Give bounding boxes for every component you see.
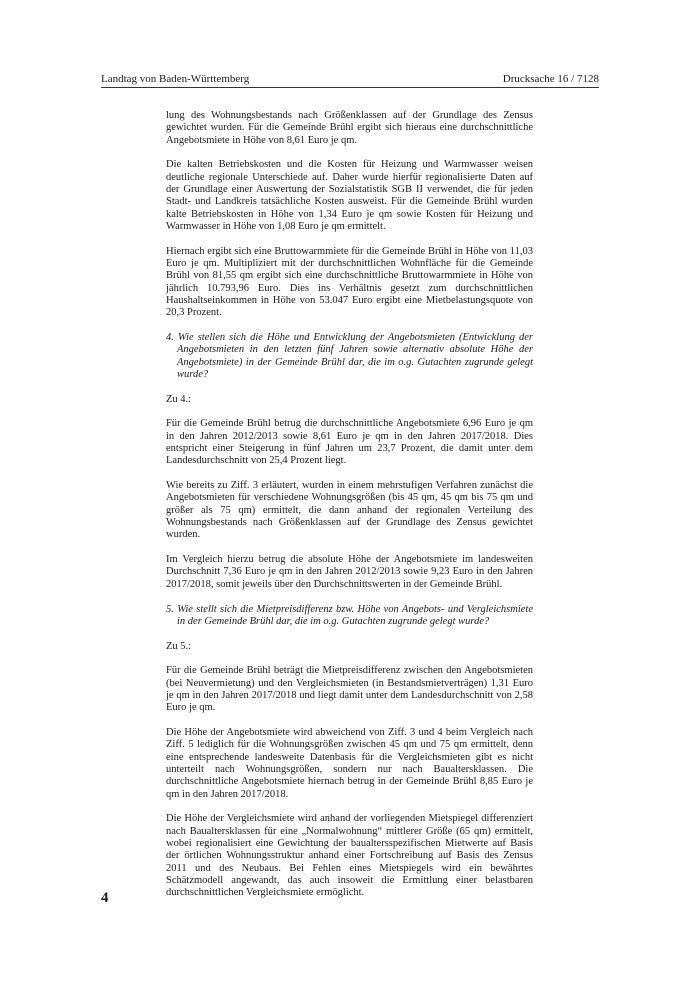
answer-5-paragraph-1: Für die Gemeinde Brühl beträgt die Mietpreisdifferenz zwischen den Angebotsmieten (bei Neuvermietung) und den Vergleichsmieten (in Bestandsmietverträgen) 1,31 Euro je qm in den Jahren 2017/2018 und liegt damit unter dem Landesdurchschnitt von 2,58 Euro je qm. <box>166 665 533 714</box>
paragraph-gross-warm-rent: Hiernach ergibt sich eine Bruttowarmmiete für die Gemeinde Brühl in Höhe von 11,03 Euro je qm. Multipliziert mit der durchschnittlichen Wohnfläche für die Gemeinde Brühl von 81,55 qm ergibt sich eine durchschnittliche Bruttowarmmiete in Höhe von jährlich 10.793,96 Euro. Dies ins Verhältnis gesetzt zum durchschnittlichen Haushaltseinkommen in Höhe von 53.047 Euro ergibt eine Mietbelastungsquote von 20,3 Prozent. <box>166 245 533 319</box>
answer-4-paragraph-1: Für die Gemeinde Brühl betrug die durchschnittliche Angebotsmiete 6,96 Euro je qm in den Jahren 2012/2013 sowie 8,61 Euro je qm in den Jahren 2017/2018. Dies entspricht einer Steigerung in fünf Jahren um 23,7 Prozent, die damit unter dem Landesdurchschnitt von 25,4 Prozent liegt. <box>166 418 533 467</box>
header-divider <box>101 87 599 88</box>
answer-5-paragraph-2: Die Höhe der Angebotsmiete wird abweichend von Ziff. 3 und 4 beim Vergleich nach Ziff. 5 lediglich für die Wohnungsgrößen zwischen 45 qm und 75 qm ermittelt, denn eine entsprechende landesweite Datenbasis für die Vergleichsmieten gibt es nicht unterteilt nach Wohnungsgrößen, sondern nur nach Baualtersklassen. Die durchschnittliche Angebotsmiete hiernach betrug in der Gemeinde Brühl 8,85 Euro je qm in den Jahren 2017/2018. <box>166 727 533 800</box>
answer-4-label: Zu 4.: <box>166 393 192 405</box>
question-4: 4. Wie stellen sich die Höhe und Entwicklung der Angebotsmieten (Entwicklung der Angebotsmieten in den letzten fünf Jahren sowie alternativ absolute Höhe der Angebotsmiete) in der Gemeinde Brühl dar, die im o.g. Gutachten zugrunde gelegt wurde? <box>166 331 533 380</box>
paragraph-weighting-continuation: lung des Wohnungsbestands nach Größenklassen auf der Grundlage des Zensus gewichtet wurden. Für die Gemeinde Brühl ergibt sich hieraus eine durchschnittliche Angebotsmiete in Höhe von 8,61 Euro je qm. <box>166 110 533 146</box>
answer-4-paragraph-3: Im Vergleich hierzu betrug die absolute Höhe der Angebotsmiete im landesweiten Durchschnitt 7,36 Euro je qm in den Jahren 2012/2013 sowie 9,23 Euro in den Jahren 2017/2018, somit jeweils über den Durchschnittswerten in der Gemeinde Brühl. <box>166 554 533 590</box>
page-number: 4 <box>101 890 109 906</box>
answer-4-paragraph-2: Wie bereits zu Ziff. 3 erläutert, wurden in einem mehrstufigen Verfahren zunächst die Angebotsmieten für verschiedene Wohnungsgrößen (bis 45 qm, 45 qm bis 75 qm und größer als 75 qm) ermittelt, die dann anhand der regionalen Verteilung des Wohnungsbestands nach Größenklassen auf der Grundlage des Zensus gewichtet wurden. <box>166 480 533 541</box>
answer-5-label: Zu 5.: <box>166 640 192 652</box>
header-parliament-name: Landtag von Baden-Württemberg <box>101 73 250 85</box>
paragraph-operating-costs: Die kalten Betriebskosten und die Kosten für Heizung und Warmwasser weisen deutliche regionale Unterschiede auf. Daher wurde hierfür regionalisierte Daten auf der Grundlage einer Auswertung der Sozialstatistik SGB II verwendet, die für jeden Stadt- und Landkreis tatsächliche Kosten ausweist. Für die Gemeinde Brühl wurden kalte Betriebskosten in Höhe von 1,34 Euro je qm sowie Kosten für Heizung und Warmwasser in Höhe von 1,08 Euro je qm ermittelt. <box>166 159 533 232</box>
page-header <box>101 70 599 88</box>
document-body <box>166 110 533 912</box>
header-document-number: Drucksache 16 / 7128 <box>502 73 599 85</box>
question-5: 5. Wie stellt sich die Mietpreisdifferenz bzw. Höhe von Angebots- und Vergleichsmiete in der Gemeinde Brühl dar, die im o.g. Gutachten zugrunde gelegt wurde? <box>166 603 533 627</box>
answer-5-paragraph-3: Die Höhe der Vergleichsmiete wird anhand der vorliegenden Mietspiegel differenziert nach Baualtersklassen für eine „Normalwohnung“ mittlerer Größe (65 qm) ermittelt, wobei regionalisiert eine Gewichtung der baualtersspezifischen Mietwerte auf Basis der örtlichen Wohnungsstruktur anhand einer Fortschreibung auf Basis des Zensus 2011 und des Neubaus. Bei Fehlen eines Mietspiegels wird ein bewährtes Schätzmodell angewandt, das auch insoweit die Ermittlung einer belastbaren durchschnittlichen Vergleichsmiete ermöglicht. <box>166 813 533 899</box>
